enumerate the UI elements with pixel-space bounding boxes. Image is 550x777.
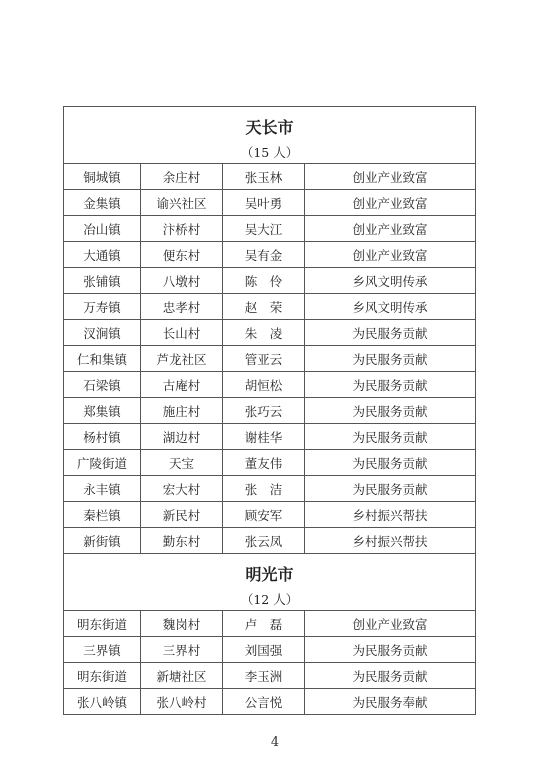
person-name-cell: 吴叶勇: [223, 190, 305, 216]
village-cell: 八墩村: [141, 268, 223, 294]
person-name-cell: 管亚云: [223, 346, 305, 372]
township-cell: 明东街道: [64, 611, 141, 637]
category-cell: 为民服务贡献: [305, 450, 476, 476]
table-row: [64, 294, 476, 320]
category-cell: 为民服务奉献: [305, 689, 476, 715]
person-name-cell: 顾安军: [223, 502, 305, 528]
table-row: [64, 190, 476, 216]
township-cell: 汊涧镇: [64, 320, 141, 346]
person-name-cell: 卢 磊: [223, 611, 305, 637]
person-name-cell: 张玉林: [223, 164, 305, 190]
person-name-cell: 张巧云: [223, 398, 305, 424]
village-cell: 新民村: [141, 502, 223, 528]
village-cell: 魏岗村: [141, 611, 223, 637]
category-cell: 为民服务贡献: [305, 663, 476, 689]
table-row: [64, 424, 476, 450]
village-cell: 忠孝村: [141, 294, 223, 320]
township-cell: 永丰镇: [64, 476, 141, 502]
category-cell: 创业产业致富: [305, 190, 476, 216]
person-name-cell: 赵 荣: [223, 294, 305, 320]
township-cell: 铜城镇: [64, 164, 141, 190]
village-cell: 三界村: [141, 637, 223, 663]
section-header-row: [64, 107, 476, 142]
table-row: [64, 502, 476, 528]
township-cell: 张八岭镇: [64, 689, 141, 715]
table-row: [64, 346, 476, 372]
village-cell: 谕兴社区: [141, 190, 223, 216]
awardee-table: [63, 106, 476, 715]
village-cell: 古庵村: [141, 372, 223, 398]
category-cell: 乡村振兴帮扶: [305, 528, 476, 554]
category-cell: 为民服务贡献: [305, 320, 476, 346]
category-cell: 创业产业致富: [305, 164, 476, 190]
category-cell: 为民服务贡献: [305, 398, 476, 424]
township-cell: 新街镇: [64, 528, 141, 554]
person-name-cell: 董友伟: [223, 450, 305, 476]
township-cell: 杨村镇: [64, 424, 141, 450]
person-name-cell: 陈 伶: [223, 268, 305, 294]
table-row: [64, 372, 476, 398]
table-row: [64, 450, 476, 476]
table-row: [64, 637, 476, 663]
village-cell: 宏大村: [141, 476, 223, 502]
village-cell: 新塘社区: [141, 663, 223, 689]
table-row: [64, 611, 476, 637]
section-header-row: [64, 554, 476, 589]
person-name-cell: 谢桂华: [223, 424, 305, 450]
category-cell: 乡风文明传承: [305, 294, 476, 320]
township-cell: 三界镇: [64, 637, 141, 663]
village-cell: 勤东村: [141, 528, 223, 554]
village-cell: 便东村: [141, 242, 223, 268]
table-row: [64, 689, 476, 715]
table-row: [64, 216, 476, 242]
table-row: [64, 476, 476, 502]
person-name-cell: 吴有金: [223, 242, 305, 268]
township-cell: 秦栏镇: [64, 502, 141, 528]
section-title: 明光市: [64, 554, 476, 589]
category-cell: 为民服务贡献: [305, 372, 476, 398]
person-name-cell: 胡恒松: [223, 372, 305, 398]
township-cell: 仁和集镇: [64, 346, 141, 372]
category-cell: 乡村振兴帮扶: [305, 502, 476, 528]
village-cell: 天宝: [141, 450, 223, 476]
category-cell: 为民服务贡献: [305, 424, 476, 450]
township-cell: 明东街道: [64, 663, 141, 689]
township-cell: 冶山镇: [64, 216, 141, 242]
township-cell: 张铺镇: [64, 268, 141, 294]
person-name-cell: 吴大江: [223, 216, 305, 242]
village-cell: 湖边村: [141, 424, 223, 450]
section-count-row: [64, 588, 476, 611]
table-row: [64, 528, 476, 554]
table-body: [64, 107, 476, 715]
township-cell: 金集镇: [64, 190, 141, 216]
category-cell: 创业产业致富: [305, 611, 476, 637]
village-cell: 施庄村: [141, 398, 223, 424]
township-cell: 广陵街道: [64, 450, 141, 476]
village-cell: 芦龙社区: [141, 346, 223, 372]
person-name-cell: 公言悦: [223, 689, 305, 715]
category-cell: 为民服务贡献: [305, 637, 476, 663]
section-count-row: [64, 141, 476, 164]
category-cell: 创业产业致富: [305, 216, 476, 242]
section-count: （15 人）: [64, 141, 476, 164]
township-cell: 大通镇: [64, 242, 141, 268]
category-cell: 乡风文明传承: [305, 268, 476, 294]
category-cell: 创业产业致富: [305, 242, 476, 268]
village-cell: 长山村: [141, 320, 223, 346]
township-cell: 万寿镇: [64, 294, 141, 320]
table-row: [64, 164, 476, 190]
person-name-cell: 刘国强: [223, 637, 305, 663]
village-cell: 汴桥村: [141, 216, 223, 242]
township-cell: 石梁镇: [64, 372, 141, 398]
table-row: [64, 242, 476, 268]
page-number: 4: [270, 735, 280, 750]
table-row: [64, 320, 476, 346]
table-row: [64, 663, 476, 689]
table-row: [64, 398, 476, 424]
section-title: 天长市: [64, 107, 476, 142]
person-name-cell: 张 洁: [223, 476, 305, 502]
village-cell: 余庄村: [141, 164, 223, 190]
person-name-cell: 李玉洲: [223, 663, 305, 689]
category-cell: 为民服务贡献: [305, 476, 476, 502]
person-name-cell: 朱 凌: [223, 320, 305, 346]
person-name-cell: 张云凤: [223, 528, 305, 554]
category-cell: 为民服务贡献: [305, 346, 476, 372]
table-row: [64, 268, 476, 294]
section-count: （12 人）: [64, 588, 476, 611]
township-cell: 郑集镇: [64, 398, 141, 424]
village-cell: 张八岭村: [141, 689, 223, 715]
